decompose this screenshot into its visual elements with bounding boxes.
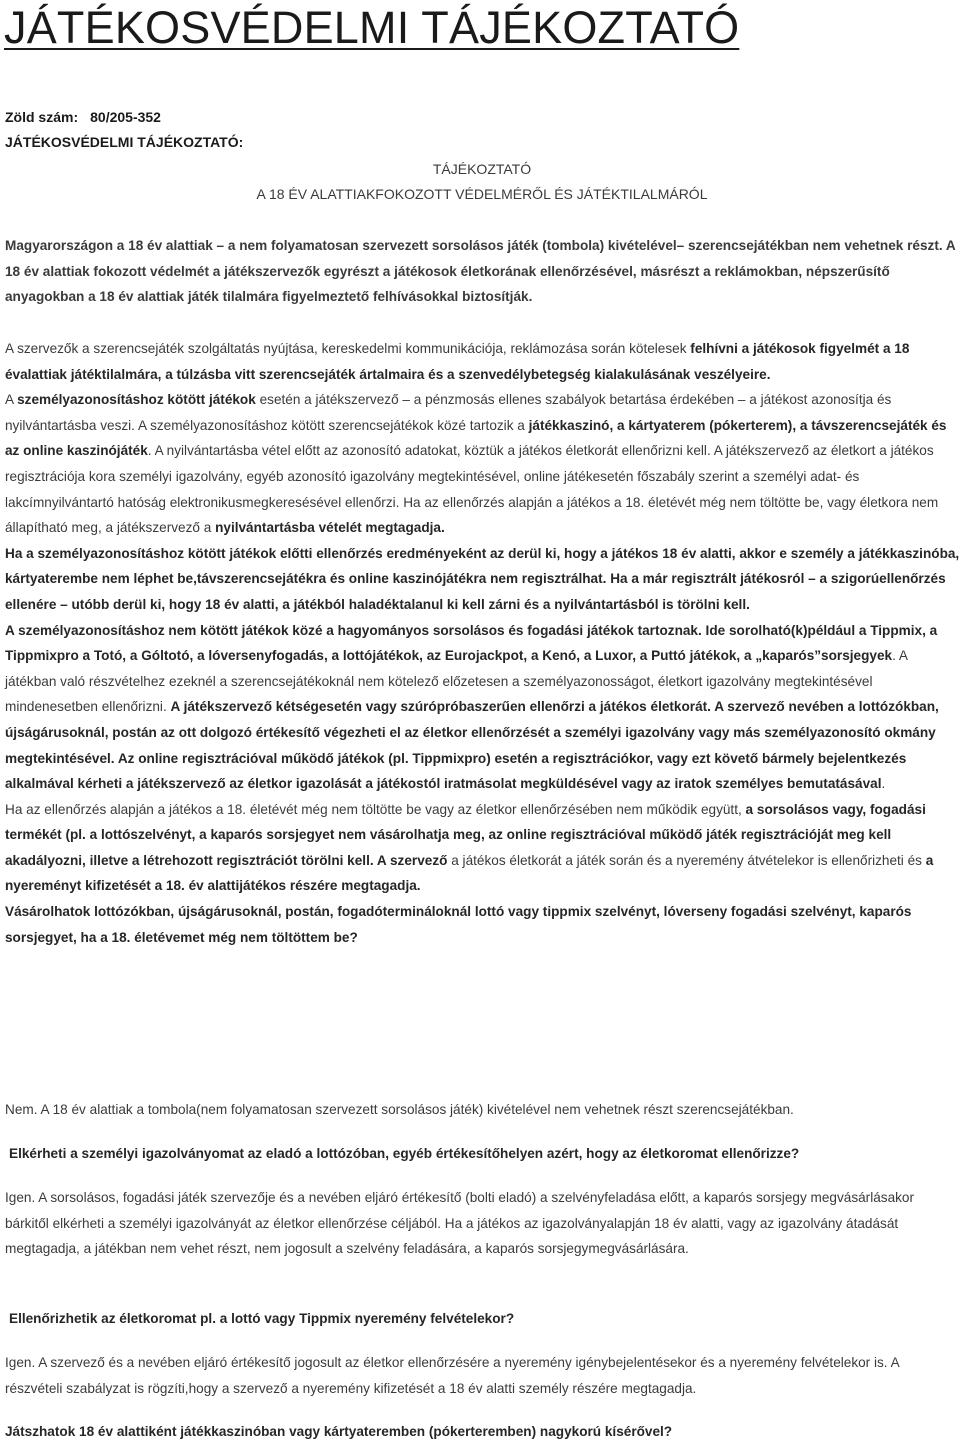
text-segment: A szervezők a szerencsejáték szolgáltatás nyújtása, kereskedelmi kommunikációja, reklámozása során kötelesek <box>5 341 691 356</box>
bold-segment: felhívni a játékosok figyelmét a 18 évalattiak játéktilalmára, a túlzásba vitt szerencsejáték ártalmaira és a szenvedélybetegség kialakulásának veszélyeire. <box>5 341 910 382</box>
answer-2: Igen. A sorsolásos, fogadási játék szervezője és a nevében eljáró értékesítő (bolti eladó) a szelvényfeladása előtt, a kaparós sorsjegy megvásárlásakor bárkitől elkérheti a személyi igazolványát az életkor ellenőrzése céljából. Ha a játékos az igazolványalapján 18 év alatti, vagy az igazolvány átadását megtagadja, a játékban nem vehet részt, nem jogosult a szelvény feladására, a kaparós sorsjegymegvásárlására. <box>5 1190 915 1257</box>
bold-segment: személyazonosításhoz kötött játékok <box>17 392 256 408</box>
bold-segment: a sorsolásos vagy, fogadási termékét (pl. a lottószelvényt, a kaparós sorsjegyet nem vásárolhatja meg, az online regisztrációval működő játék regisztrációját meg kell akadályozni, illetve a létrehozott regisztrációt törölni kell. A szervező <box>5 801 926 868</box>
text-segment: . A nyilvántartásba vétel előtt az azonosító adatokat, köztük a játékos életkorát ellenőrizni kell. A játékszervező az életkort a játékos regisztrációja kora személyi igazolvány, egyéb azonosító igazolvány megtekintésével, online játékesetén főszabály szerint a személyi adat- és lakcímnyilvántartó hatóság elektronikusmegkeresésével ellenőrzi. Ha az ellenőrzés alapján a játékos a 18. életévét még nem töltötte be, vagy életkora nem állapítható meg, a játékszervező a <box>5 443 939 536</box>
text-segment: esetén a játékszervező – a pénzmosás ellenes szabályok betartása érdekében – a játékost azonosítja és nyilvántartásba veszi. A személyazonosításhoz kötött szerencsejátékok közé tartozik a <box>5 392 892 433</box>
question-3: Ellenőrizhetik az életkoromat pl. a lottó vagy Tippmix nyeremény felvételekor? <box>9 1311 515 1326</box>
text-segment: A <box>5 392 18 408</box>
green-number-line <box>5 107 161 127</box>
main-paragraph <box>5 336 960 950</box>
question-1: Vásárolhatok lottózókban, újságárusoknál, postán, fogadótermináloknál lottó vagy tippmix szelvényt, lóverseny fogadási szelvényt, kaparós sorsjegyet, ha a 18. életévemet még nem töltöttem be? <box>5 904 912 945</box>
text-segment: Ha az ellenőrzés alapján a játékos a 18. életévét még nem töltötte be vagy az életkor ellenőrzésében nem működik együtt, <box>5 801 746 817</box>
bold-segment: A játékszervező kétségesetén vagy szúrópróbaszerűen ellenőrzi a játékos életkorát. A szervező nevében a lottózókban, újságárusoknál, postán az ott dolgozó értékesítő végezheti el az életkor ellenőrzését a személyi igazolvány vagy más személyazonosító okmány megtekintésével. Az online regisztrációval működő játékok (pl. Tippmixpro) esetén a regisztrációkor, vagy ezt követő bármely bejelentkezés alkalmával kérheti a játékszervező az életkor igazolását a játékostól iratmásolat megküldésével vagy az iratok személyes bemutatásával <box>5 699 939 792</box>
page-title: JÁTÉKOSVÉDELMI TÁJÉKOZTATÓ <box>4 2 740 53</box>
center-heading-2: A 18 ÉV ALATTIAKFOKOZOTT VÉDELMÉRŐL ÉS JÁTÉKTILALMÁRÓL <box>256 186 708 202</box>
document-subtitle: JÁTÉKOSVÉDELMI TÁJÉKOZTATÓ: <box>5 134 244 150</box>
text-segment: a játékos életkorát a játék során és a nyeremény átvételekor is ellenőrizheti és <box>447 852 926 868</box>
bold-segment: A személyazonosításhoz nem kötött játékok közé a hagyományos sorsolásos és fogadási játékok tartoznak. Ide sorolható(k)például a Tippmix, a Tippmixpro a Totó, a Góltotó, a lóversenyfogadás, a lottójátékok, az Eurojackpot, a Kenó, a Luxor, a Puttó játékok, a „kaparós”sorsjegyek <box>5 622 938 664</box>
bold-segment: Ha a személyazonosításhoz kötött játékok előtti ellenőrzés eredményeként az derül ki, hogy a játékos 18 év alatti, akkor e személy a játékkaszinóba, kártyaterembe nem léphet be,távszerencsejátékra és online kaszinójátékra nem regisztrálhat. Ha a már regisztrált játékosról – a szigorúellenőrzés ellenére – utóbb derül ki, hogy 18 év alatti, a játékból haladéktalanul ki kell zárni és a nyilvántartásból is törölni kell. <box>5 545 960 612</box>
bold-segment: nyilvántartásba vételét megtagadja. <box>215 520 445 536</box>
answer-3: Igen. A szervező és a nevében eljáró értékesítő jogosult az életkor ellenőrzésére a nyeremény igénybejelentésekor és a nyeremény felvételekor is. A részvételi szabályzat is rögzíti,hogy a szervező a nyeremény kifizetését a 18 év alatti személy részére megtagadja. <box>5 1355 899 1396</box>
center-heading-1: TÁJÉKOZTATÓ <box>432 161 532 177</box>
question-2: Elkérheti a személyi igazolványomat az eladó a lottózóban, egyéb értékesítőhelyen azért, hogy az életkoromat ellenőrizze? <box>9 1146 800 1161</box>
green-number-label: Zöld szám: <box>5 109 79 125</box>
answer-1: Nem. A 18 év alattiak a tombola(nem folyamatosan szervezett sorsolásos játék) kivételével nem vehetnek részt szerencsejátékban. <box>5 1102 794 1117</box>
text-segment: . <box>881 776 886 792</box>
green-number-value: 80/205-352 <box>90 109 161 125</box>
question-4: Játszhatok 18 év alattiként játékkaszinóban vagy kártyateremben (pókerteremben) nagykorú kísérővel? <box>5 1424 673 1439</box>
bold-segment: a nyereményt kifizetését a 18. év alattijátékos részére megtagadja. <box>5 852 934 894</box>
bold-segment: játékkaszinó, a kártyaterem (pókerterem), a távszerencsejáték és az online kaszinójáték <box>5 417 947 459</box>
intro-paragraph: Magyarországon a 18 év alattiak – a nem folyamatosan szervezett sorsolásos játék (tombola) kivételével– szerencsejátékban nem vehetnek részt. A 18 év alattiak fokozott védelmét a játékszervezők egyrészt a játékosok életkorának ellenőrzésével, másrészt a reklámokban, népszerűsítő anyagokban a 18 év alattiak játék tilalmára figyelmeztető felhívásokkal biztosítják. <box>5 238 956 305</box>
text-segment: . A játékban való részvételhez ezeknél a szerencsejátékoknál nem kötelező előzetesen a személyazonosságot, életkort igazolvány megtekintésével mindenesetben ellenőrizni. <box>5 648 908 715</box>
